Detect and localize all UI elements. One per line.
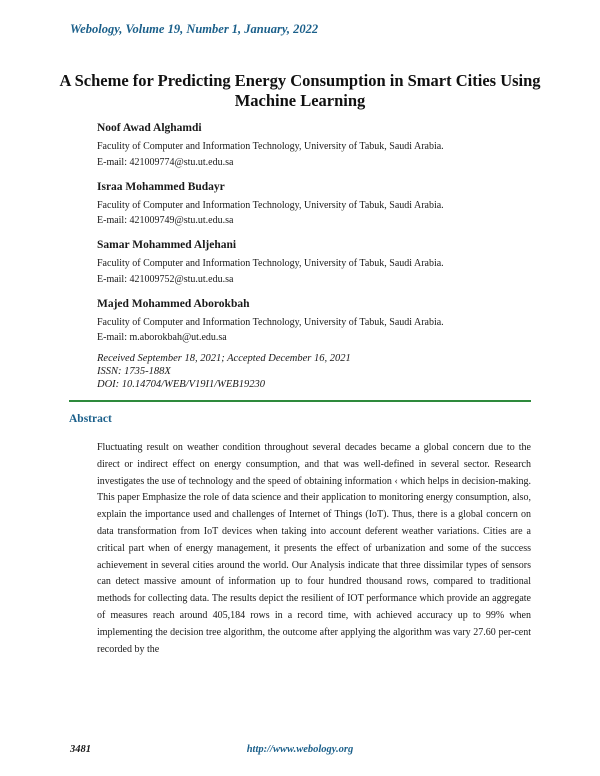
author-name: Israa Mohammed Budayr	[97, 180, 225, 193]
author-block	[97, 297, 567, 346]
author-email: E-mail: m.aborokbah@ut.edu.sa	[97, 332, 227, 343]
paper-title-line-2: Machine Learning	[234, 91, 366, 110]
author-affiliation: Faculity of Computer and Information Technology, University of Tabuk, Saudi Arabia.	[97, 199, 444, 211]
author-block	[97, 180, 567, 229]
abstract-heading: Abstract	[69, 413, 112, 425]
author-name: Majed Mohammed Aborokbah	[97, 297, 250, 310]
author-name: Samar Mohammed Aljehani	[97, 239, 237, 251]
journal-header: Webology, Volume 19, Number 1, January, 2022	[70, 22, 319, 36]
publication-dates: Received September 18, 2021; Accepted December 16, 2021	[97, 353, 351, 364]
author-email: E-mail: 421009774@stu.ut.edu.sa	[97, 156, 234, 168]
author-list	[97, 121, 567, 355]
paper-title-line-1: A Scheme for Predicting Energy Consumption in Smart Cities Using	[59, 71, 541, 90]
author-affiliation: Faculity of Computer and Information Technology, University of Tabuk, Saudi Arabia.	[97, 258, 444, 269]
section-divider	[69, 400, 531, 402]
author-name: Noof Awad Alghamdi	[97, 122, 202, 134]
author-affiliation: Faculity of Computer and Information Technology, University of Tabuk, Saudi Arabia.	[97, 141, 444, 152]
publication-issn: ISSN: 1735-188X	[97, 366, 171, 377]
author-block	[97, 238, 567, 287]
journal-url-link[interactable]: http://www.webology.org	[246, 744, 354, 755]
author-block	[97, 121, 567, 170]
paper-title	[40, 71, 560, 111]
author-email: E-mail: 421009752@stu.ut.edu.sa	[97, 273, 234, 285]
publication-doi: DOI: 10.14704/WEB/V19I1/WEB19230	[97, 379, 265, 390]
author-affiliation: Faculity of Computer and Information Technology, University of Tabuk, Saudi Arabia.	[97, 316, 444, 328]
publication-info	[97, 352, 351, 391]
author-email: E-mail: 421009749@stu.ut.edu.sa	[97, 215, 234, 226]
page-number: 3481	[70, 744, 91, 755]
abstract-text: Fluctuating result on weather condition throughout several decades became a global concern due to the direct or indirect effect on energy consumption, and that was well-defined in several sector. Research investigates the use of technology and the speed of obtaining information ‹ which helps in decision-making. This paper Emphasize the role of data science and their application to monitoring energy consumption, also, explain the importance used and challenges of Internet of Things (IoT). Thus, there is a global concern on data transformation from IoT devices when taking into account deferent weather variations. Cities are a critical part when of energy management, it presents the effect of urbanization and some of the success achievement in several cities around the world. Our Analysis indicate that three dissimilar types of sensors can detect massive amount of information up to four hundred thousand rows, compared to traditional methods for collecting data. The results depict the resilient of IOT performance which provide an aggregate of measures reach around 405,184 rows in a record time, with achieved accuracy up to 99% when implementing the decision tree algorithm, the outcome after applying the algorithm was vary 27.60 per-cent recorded by the	[97, 442, 531, 655]
